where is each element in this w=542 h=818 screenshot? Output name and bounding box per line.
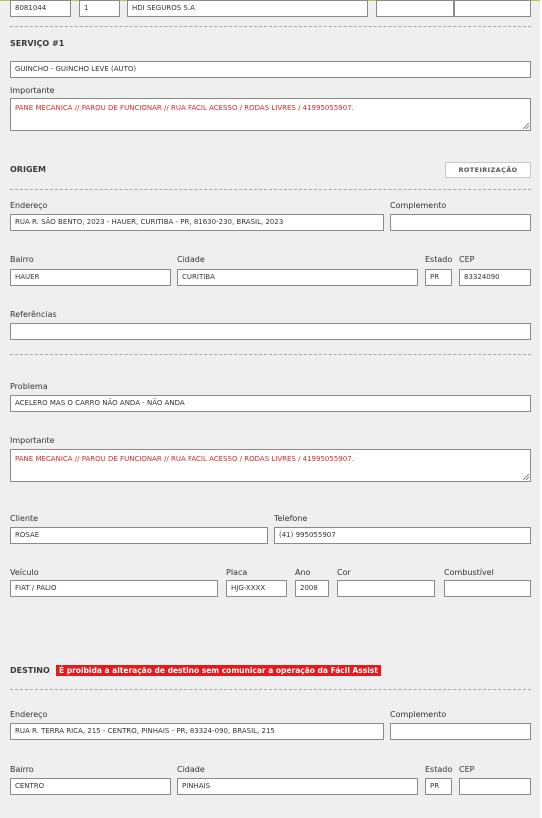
destino-cidade-label: Cidade [177,765,205,774]
servico-importante-text: PANE MECANICA // PAROU DE FUNCIONAR // RUA FACIL ACESSO / RODAS LIVRES / 41995055907. [15,104,354,112]
header-field-4[interactable] [376,0,454,17]
ano-field[interactable]: 2008 [295,580,329,597]
roteirizacao-button[interactable]: ROTEIRIZAÇÃO [445,162,531,178]
telefone-field[interactable]: (41) 995055907 [274,527,531,544]
destino-endereco-field[interactable]: RUA R. TERRA RICA, 215 - CENTRO, PINHAIS - PR, 83324-090, BRASIL, 215 [10,723,384,740]
divider [10,26,531,27]
servico-importante-textarea[interactable] [10,98,531,131]
textarea-resize-grip-icon[interactable] [522,122,529,129]
origem-complemento-label: Complemento [390,201,447,210]
origem-endereco-field[interactable]: RUA R. SÃO BENTO, 2023 - HAUER, CURITIBA - PR, 81630-230, BRASIL, 2023 [10,214,384,231]
cor-field[interactable] [337,580,435,597]
header-field-3[interactable]: HDI SEGUROS S.A [127,0,368,17]
destino-estado-field[interactable]: PR [425,778,452,795]
destino-cidade-field[interactable]: PINHAIS [177,778,418,795]
divider [10,354,531,355]
destino-estado-label: Estado [425,765,453,774]
origem-complemento-field[interactable] [390,214,531,231]
origem-cep-field[interactable]: 83324090 [459,269,531,286]
veiculo-label: Veículo [10,568,39,577]
origem-referencias-field[interactable] [10,323,531,340]
ano-label: Ano [295,568,311,577]
problema-importante-text: PANE MECANICA // PAROU DE FUNCIONAR // RUA FACIL ACESSO / RODAS LIVRES / 41995055907. [15,455,354,463]
destino-cep-field[interactable] [459,778,531,795]
veiculo-field[interactable]: FIAT / PALIO [10,580,218,597]
destino-bairro-label: Bairro [10,765,34,774]
cor-label: Cor [337,568,351,577]
destino-warning-badge: É proibida a alteração de destino sem comunicar a operação da Fácil Assist [56,665,381,676]
placa-label: Placa [226,568,248,577]
placa-field[interactable]: HJG-XXXX [226,580,287,597]
origem-cep-label: CEP [459,255,475,264]
telefone-label: Telefone [274,514,308,523]
destino-title: DESTINO [10,666,50,675]
problema-importante-textarea[interactable] [10,449,531,482]
destino-complemento-label: Complemento [390,710,447,719]
destino-complemento-field[interactable] [390,723,531,740]
origem-estado-field[interactable]: PR [425,269,452,286]
problema-importante-label: Importante [10,436,55,445]
combustivel-label: Combustível [444,568,494,577]
textarea-resize-grip-icon[interactable] [522,473,529,480]
header-field-1[interactable]: 8081044 [10,0,71,17]
divider [10,189,531,190]
header-field-2[interactable]: 1 [79,0,120,17]
origem-bairro-label: Bairro [10,255,34,264]
problema-field[interactable]: ACELERO MAS O CARRO NÃO ANDA - NÃO ANDA [10,395,531,412]
origem-bairro-field[interactable]: HAUER [10,269,171,286]
origem-estado-label: Estado [425,255,453,264]
servico-field[interactable]: GUINCHO - GUINCHO LEVE (AUTO) [10,61,531,78]
origem-cidade-label: Cidade [177,255,205,264]
problema-label: Problema [10,382,48,391]
origem-endereco-label: Endereço [10,201,48,210]
combustivel-field[interactable] [444,580,531,597]
cliente-field[interactable]: ROSAE [10,527,268,544]
origem-referencias-label: Referências [10,310,57,319]
origem-cidade-field[interactable]: CURITIBA [177,269,418,286]
origem-title: ORIGEM [10,165,46,174]
servico-title: SERVIÇO #1 [10,39,65,48]
divider [10,689,531,690]
destino-bairro-field[interactable]: CENTRO [10,778,171,795]
header-field-5[interactable] [454,0,531,17]
destino-endereco-label: Endereço [10,710,48,719]
servico-importante-label: Importante [10,86,55,95]
destino-cep-label: CEP [459,765,475,774]
cliente-label: Cliente [10,514,39,523]
